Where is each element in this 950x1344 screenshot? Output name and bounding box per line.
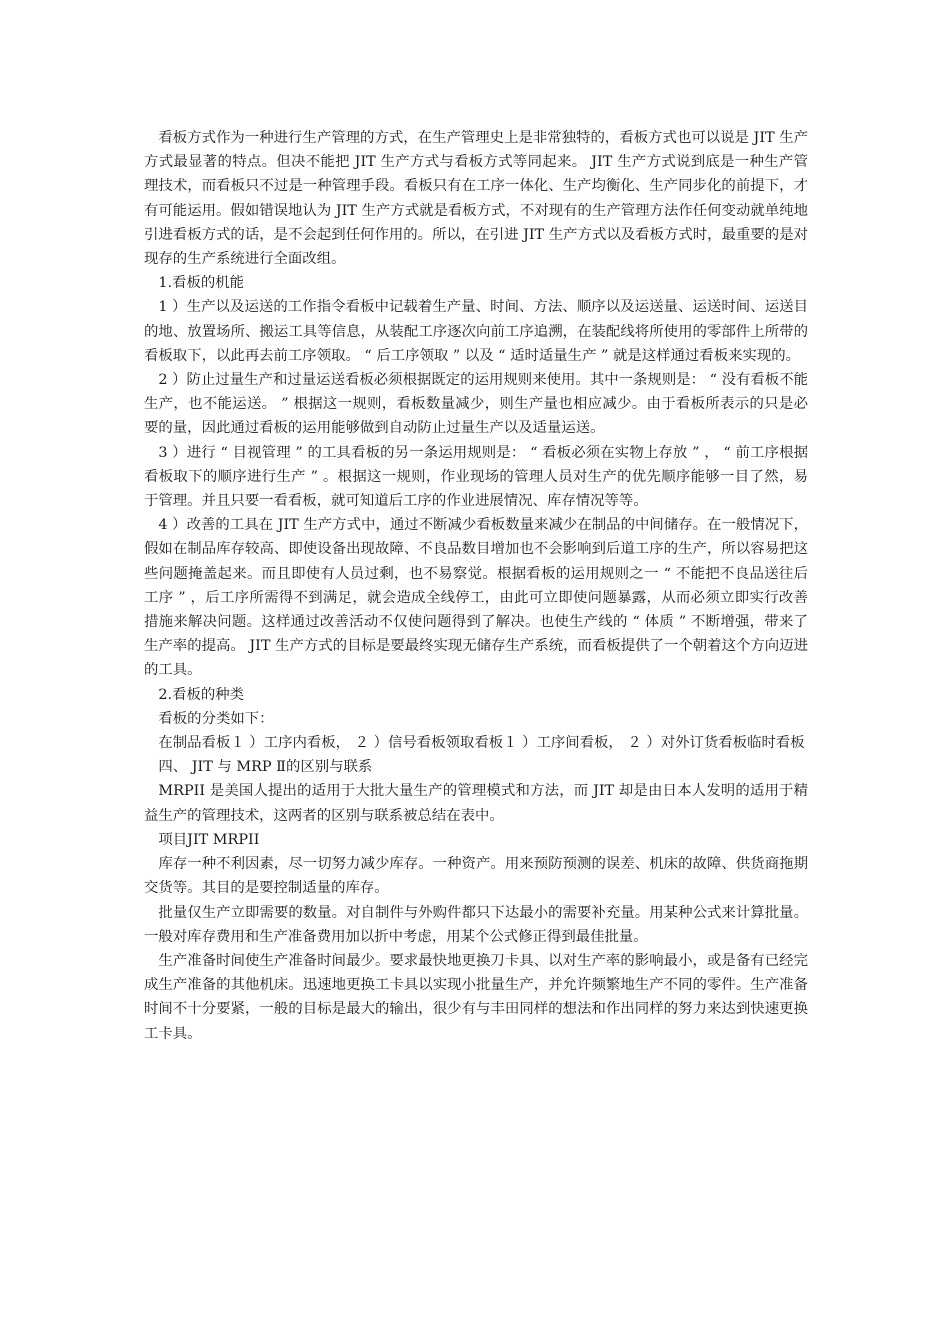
kanban-types-list: 在制品看板１ ）工序内看板， ２ ）信号看板领取看板１ ）工序间看板， ２ ）对外订货看板临时看板 <box>158 735 805 752</box>
document-body <box>144 126 808 1046</box>
jit-vs-mrp-paragraph: MRPII 是美国人提出的适用于大批大量生产的管理模式和方法，而 JIT 却是由日本人发明的适用于精益生产的管理技术，这两者的区别与联系被总结在表中。 <box>144 783 808 824</box>
function-item-4: 4 ）改善的工具在 JIT 生产方式中，通过不断减少看板数量来减少在制品的中间储存。在一般情况下，假如在制品库存较高、即使设备出现故障、不良品数目增加也不会影响到后道工序的生产，所以容易把这些问题掩盖起来。而且即使有人员过剩，也不易察觉。根据看板的运用规则之一 “ 不能把不良品送往后工序 ” ，后工序所需得不到满足，就会造成全线停工，由此可立即使问题暴露，从而必须立即实行改善措施来解决问题。这样通过改善活动不仅使问题得到了解决。也使生产线的 “ 体质 ” 不断增强，带来了生产率的提高。 JIT 生产方式的目标是要最终实现无储存生产系统，而看板提供了一个朝着这个方向迈进的工具。 <box>144 517 808 679</box>
intro-paragraph: 看板方式作为一种进行生产管理的方式，在生产管理史上是非常独特的，看板方式也可以说是 JIT 生产方式最显著的特点。但决不能把 JIT 生产方式与看板方式等同起来。 JIT 生产方式说到底是一种生产管理技术，而看板只不过是一种管理手段。看板只有在工序一体化、生产均衡化、生产同步化的前提下，才有可能运用。假如错误地认为 JIT 生产方式就是看板方式，不对现有的生产管理方法作任何变动就单纯地引进看板方式的话，是不会起到任何作用的。所以，在引进 JIT 生产方式以及看板方式时，最重要的是对现存的生产系统进行全面改组。 <box>144 130 808 268</box>
comparison-row-batch: 批量仅生产立即需要的数量。对自制件与外购件都只下达最小的需要补充量。用某种公式来计算批量。一般对库存费用和生产准备费用加以折中考虑，用某个公式修正得到最佳批量。 <box>144 904 808 945</box>
section-heading-kanban-functions: 1.看板的机能 <box>158 275 245 292</box>
section-heading-kanban-types: 2.看板的种类 <box>158 686 245 703</box>
comparison-header-row: 项目JIT MRPII <box>158 831 260 848</box>
function-item-2: 2 ）防止过量生产和过量运送看板必须根据既定的运用规则来使用。其中一条规则是： “ 没有看板不能生产，也不能运送。 ” 根据这一规则，看板数量减少，则生产量也相应减少。由于看板所表示的只是必要的量，因此通过看板的运用能够做到自动防止过量生产以及适量运送。 <box>144 372 808 437</box>
section-heading-jit-vs-mrp: 四、 JIT 与 MRP Ⅱ的区别与联系 <box>158 759 373 776</box>
comparison-row-inventory: 库存一种不利因素，尽一切努力减少库存。一种资产。用来预防预测的误差、机床的故障、供货商拖期交货等。其目的是要控制适量的库存。 <box>144 856 808 897</box>
function-item-3: 3 ）进行 “ 目视管理 ” 的工具看板的另一条运用规则是： “ 看板必须在实物上存放 ” ， “ 前工序根据看板取下的顺序进行生产 ” 。根据这一规则，作业现场的管理人员对生产的优先顺序能够一目了然，易于管理。并且只要一看看板，就可知道后工序的作业进展情况、库存情况等等。 <box>144 444 808 510</box>
comparison-row-setup-time: 生产准备时间使生产准备时间最少。要求最快地更换刀卡具、以对生产率的影响最小，或是备有已经完成生产准备的其他机床。迅速地更换工卡具以实现小批量生产，并允许频繁地生产不同的零件。生产准备时间不十分要紧，一般的目标是最大的输出，很少有与丰田同样的想法和作出同样的努力来达到快速更换工卡具。 <box>144 952 808 1042</box>
function-item-1: 1 ）生产以及运送的工作指令看板中记载着生产量、时间、方法、顺序以及运送量、运送时间、运送目的地、放置场所、搬运工具等信息，从装配工序逐次向前工序追溯，在装配线将所使用的零部件上所带的看板取下，以此再去前工序领取。 “ 后工序领取 ” 以及 “ 适时适量生产 ” 就是这样通过看板来实现的。 <box>144 299 808 364</box>
kanban-types-intro: 看板的分类如下： <box>158 710 274 727</box>
